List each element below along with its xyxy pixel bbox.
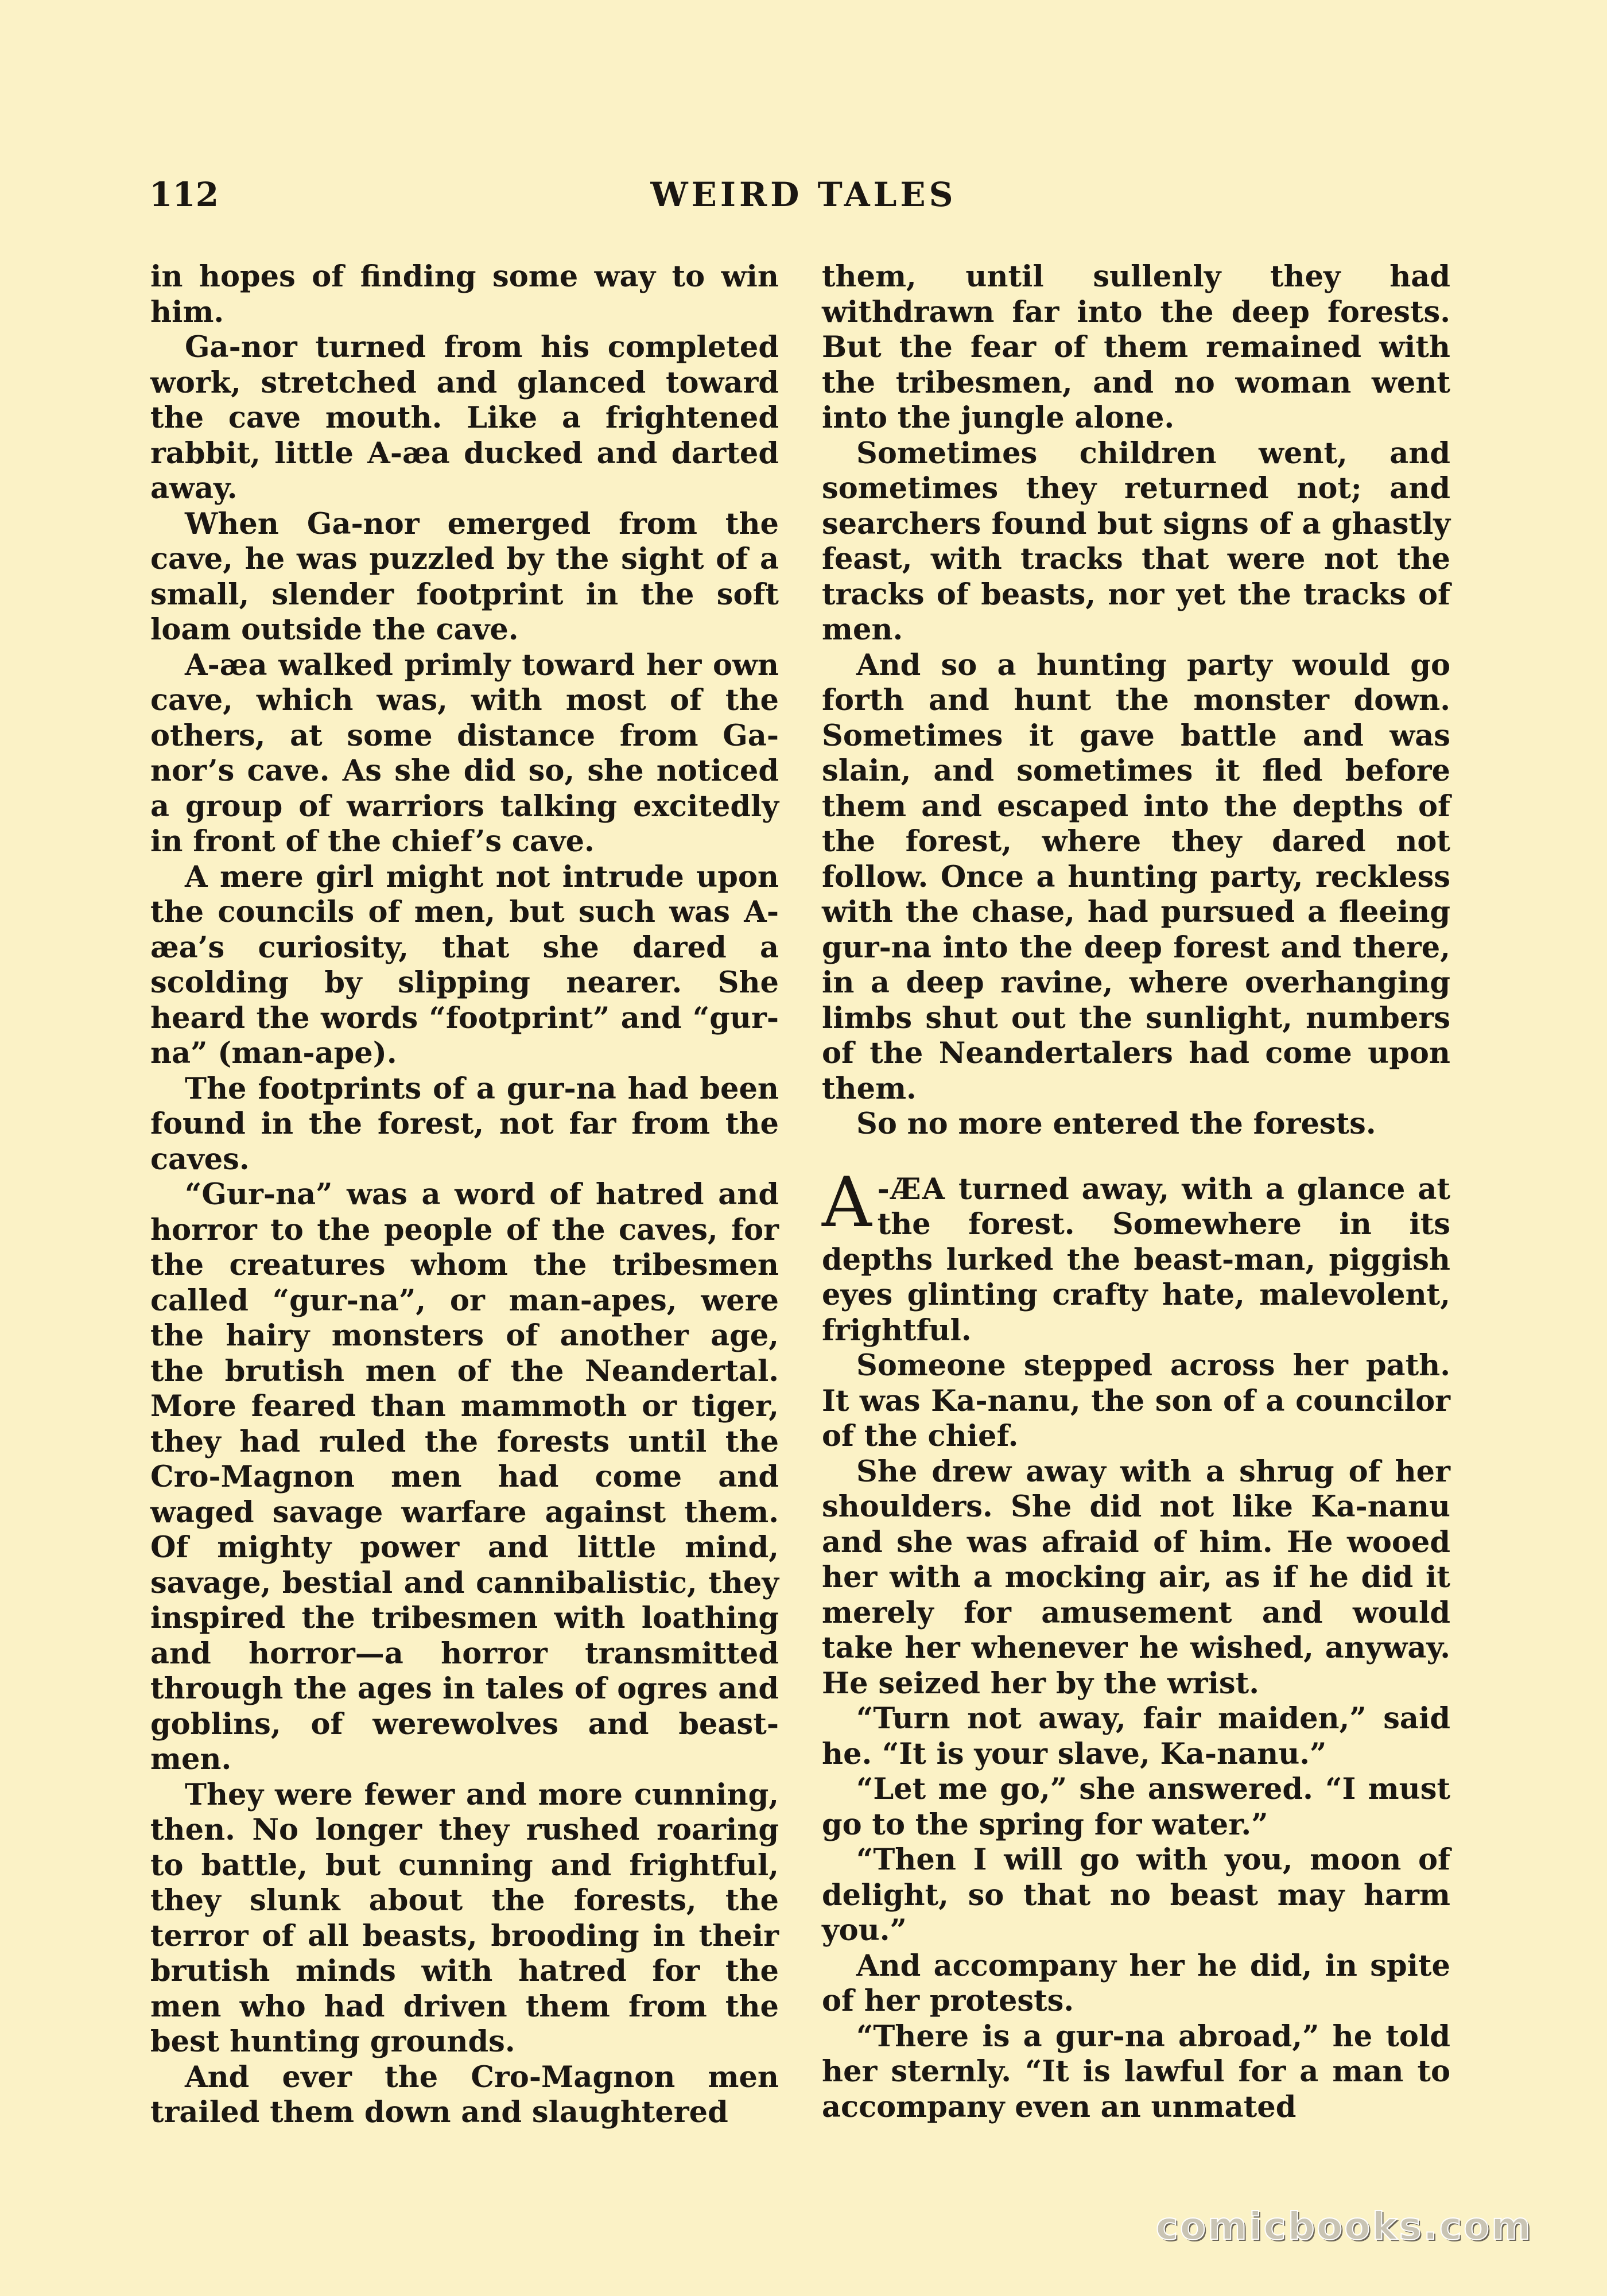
paragraph: Sometimes children went, and sometimes they returned not; and searchers found but signs of a ghastly feast, with tracks that were not the tracks of beasts, nor yet the tracks of men. (822, 436, 1450, 647)
right-column-bottom (822, 1348, 1450, 2125)
paragraph: And so a hunting party would go forth and hunt the monster down. Sometimes it gave battle and was slain, and sometimes it fled before them and escaped into the depths of the forest, where they dared not follow. Once a hunting party, reckless with the chase, had pursued a fleeing gur-na into the deep forest and there, in a deep ravine, where overhanging limbs shut out the sunlight, numbers of the Neandertalers had come upon them. (822, 647, 1450, 1106)
opening-caps: -ÆA (877, 1172, 946, 1207)
right-column (822, 259, 1450, 2125)
left-column (150, 259, 779, 2130)
paragraph: “Then I will go with you, moon of delight, so that no beast may harm you.” (822, 1843, 1450, 1948)
right-column-top (822, 259, 1450, 1142)
paragraph: in hopes of finding some way to win him. (150, 259, 779, 329)
page-number: 112 (149, 175, 219, 214)
paragraph: She drew away with a shrug of her shoulders. She did not like Ka-nanu and she was afraid of him. He wooed her with a mocking air, as if he did it merely for amusement and would take her whenever he wished, anyway. He seized her by the wrist. (822, 1454, 1450, 1701)
page-header (149, 175, 1458, 227)
paragraph: They were fewer and more cunning, then. No longer they rushed roaring to battle, but cunning and frightful, they slunk about the forests, the terror of all beasts, brooding in their brutish minds with hatred for the men who had driven them from the best hunting grounds. (150, 1777, 779, 2059)
paragraph: A-æa walked primly toward her own cave, which was, with most of the others, at some distance from Ga-nor’s cave. As she did so, she noticed a group of warriors talking excitedly in front of the chief’s cave. (150, 647, 779, 859)
paragraph: And accompany her he did, in spite of her protests. (822, 1948, 1450, 2018)
paragraph: “There is a gur-na abroad,” he told her sternly. “It is lawful for a man to accompany even an unmated (822, 2019, 1450, 2124)
paragraph: “Turn not away, fair maiden,” said he. “It is your slave, Ka-nanu.” (822, 1701, 1450, 1771)
paragraph: The footprints of a gur-na had been found in the forest, not far from the caves. (150, 1071, 779, 1177)
paragraph: And ever the Cro-Magnon men trailed them down and slaughtered (150, 2060, 779, 2130)
paragraph: Ga-nor turned from his completed work, stretched and glanced toward the cave mouth. Like a frightened rabbit, little A-æa ducked and darted away. (150, 330, 779, 506)
paragraph: “Let me go,” she answered. “I must go to the spring for water.” (822, 1772, 1450, 1842)
watermark-logo: comicbooks.com (1155, 2204, 1532, 2248)
drop-cap: A (822, 1162, 872, 1243)
running-head: WEIRD TALES (650, 175, 957, 214)
paragraph: Someone stepped across her path. It was Ka-nanu, the son of a councilor of the chief. (822, 1348, 1450, 1453)
opening-text: turned away, with a glance at the forest. Somewhere in its depths lurked the beast-man, piggish eyes glinting crafty hate, malevolent, frightful. (822, 1172, 1450, 1348)
section-opening (822, 1162, 1450, 1349)
paragraph: “Gur-na” was a word of hatred and horror to the people of the caves, for the creatures whom the tribesmen called “gur-na”, or man-apes, were the hairy monsters of another age, the brutish men of the Neandertal. More feared than mammoth or tiger, they had ruled the forests until the Cro-Magnon men had come and waged savage warfare against them. Of mighty power and little mind, savage, bestial and cannibalistic, they inspired the tribesmen with loathing and horror—a horror transmitted through the ages in tales of ogres and goblins, of werewolves and beast-men. (150, 1177, 779, 1777)
paragraph: them, until sullenly they had withdrawn far into the deep forests. But the fear of them remained with the tribesmen, and no woman went into the jungle alone. (822, 259, 1450, 435)
paragraph: So no more entered the forests. (856, 1107, 1376, 1141)
paragraph: When Ga-nor emerged from the cave, he was puzzled by the sight of a small, slender footprint in the soft loam outside the cave. (150, 506, 779, 647)
paragraph: A mere girl might not intrude upon the councils of men, but such was A-æa’s curiosity, that she dared a scolding by slipping nearer. She heard the words “footprint” and “gur-na” (man-ape). (150, 859, 779, 1071)
